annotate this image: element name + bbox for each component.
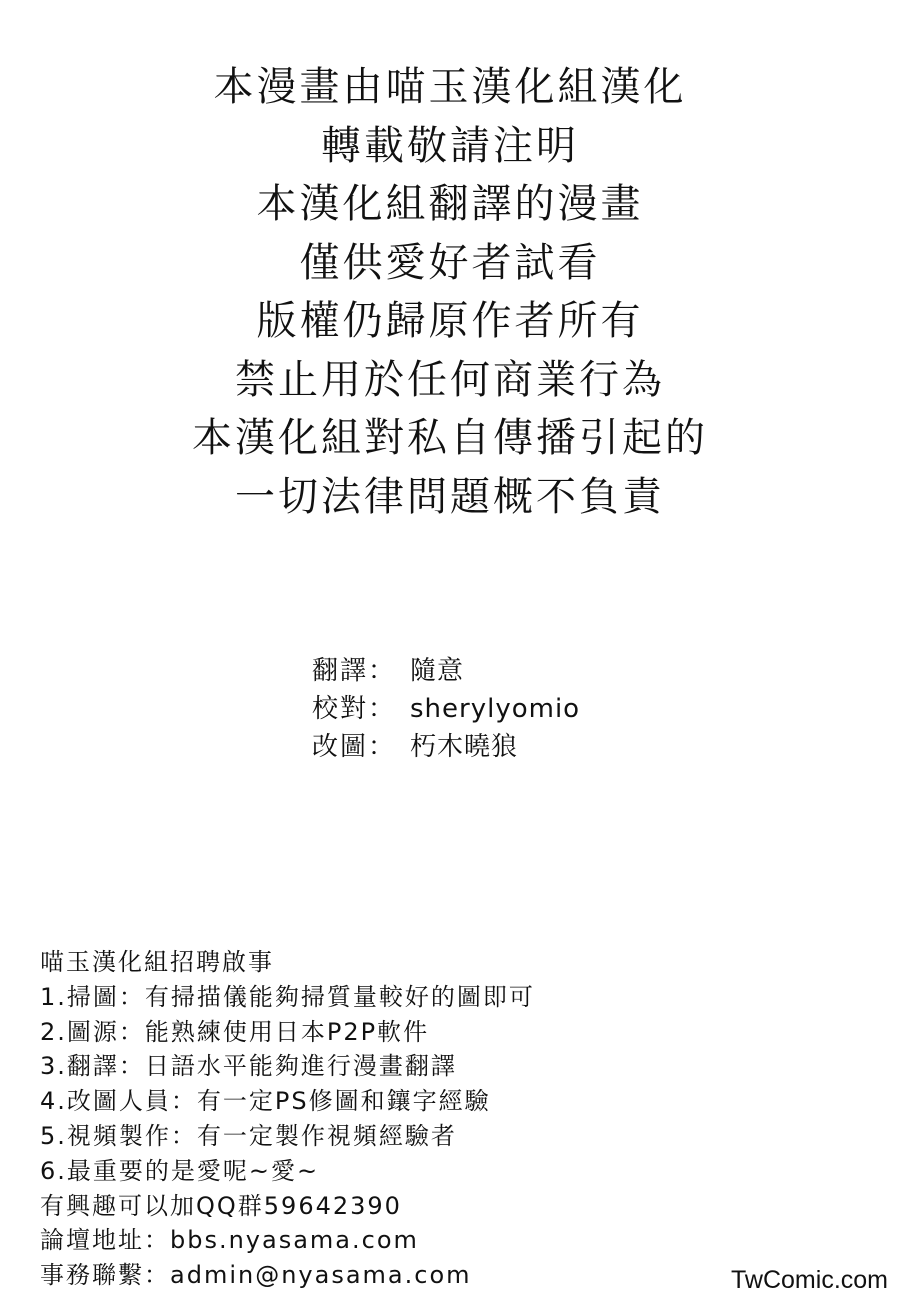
recruitment-item: 2.圖源：能熟練使用日本P2P軟件 (40, 1017, 430, 1046)
recruitment-item: 5.視頻製作：有一定製作視頻經驗者 (40, 1121, 457, 1150)
notice-line: 禁止用於任何商業行為 (235, 356, 665, 403)
credit-staff-name: sherylyomio (410, 694, 581, 724)
notice-line: 版權仍歸原作者所有 (256, 298, 644, 344)
forum-address-line: 論壇地址：bbs.nyasama.com (40, 1226, 419, 1255)
qq-group-line: 有興趣可以加QQ群59642390 (40, 1191, 402, 1220)
recruitment-item: 4.改圖人員：有一定PS修圖和鑲字經驗 (40, 1087, 491, 1116)
notice-line: 本漫畫由喵玉漢化組漢化 (213, 64, 687, 110)
recruitment-item: 3.翻譯：日語水平能夠進行漫畫翻譯 (40, 1052, 457, 1081)
credit-role-label: 改圖： (312, 732, 397, 762)
credit-role-label: 翻譯： (312, 656, 397, 686)
staff-credits (312, 652, 732, 766)
notice-line: 一切法律問題概不負責 (235, 473, 665, 520)
recruitment-item: 1.掃圖：有掃描儀能夠掃質量較好的圖即可 (40, 982, 535, 1011)
credit-staff-name: 隨意 (410, 656, 465, 686)
credit-staff-name: 朽木曉狼 (410, 732, 519, 762)
credit-translator (312, 652, 732, 690)
site-watermark: TwComic.com (727, 1264, 892, 1297)
credit-editor (312, 728, 732, 766)
recruitment-item: 6.最重要的是愛呢~愛~ (40, 1156, 320, 1185)
credit-role-label: 校對： (312, 694, 397, 724)
translation-notice (0, 58, 900, 526)
notice-line: 本漢化組翻譯的漫畫 (256, 181, 644, 227)
contact-email-line: 事務聯繫：admin@nyasama.com (40, 1261, 472, 1290)
recruitment-notice (40, 945, 740, 1293)
notice-line: 僅供愛好者試看 (299, 239, 601, 286)
credit-proofreader (312, 690, 732, 728)
recruitment-title: 喵玉漢化組招聘啟事 (40, 948, 274, 976)
notice-line: 轉載敬請注明 (321, 122, 579, 169)
notice-line: 本漢化組對私自傳播引起的 (192, 415, 708, 461)
